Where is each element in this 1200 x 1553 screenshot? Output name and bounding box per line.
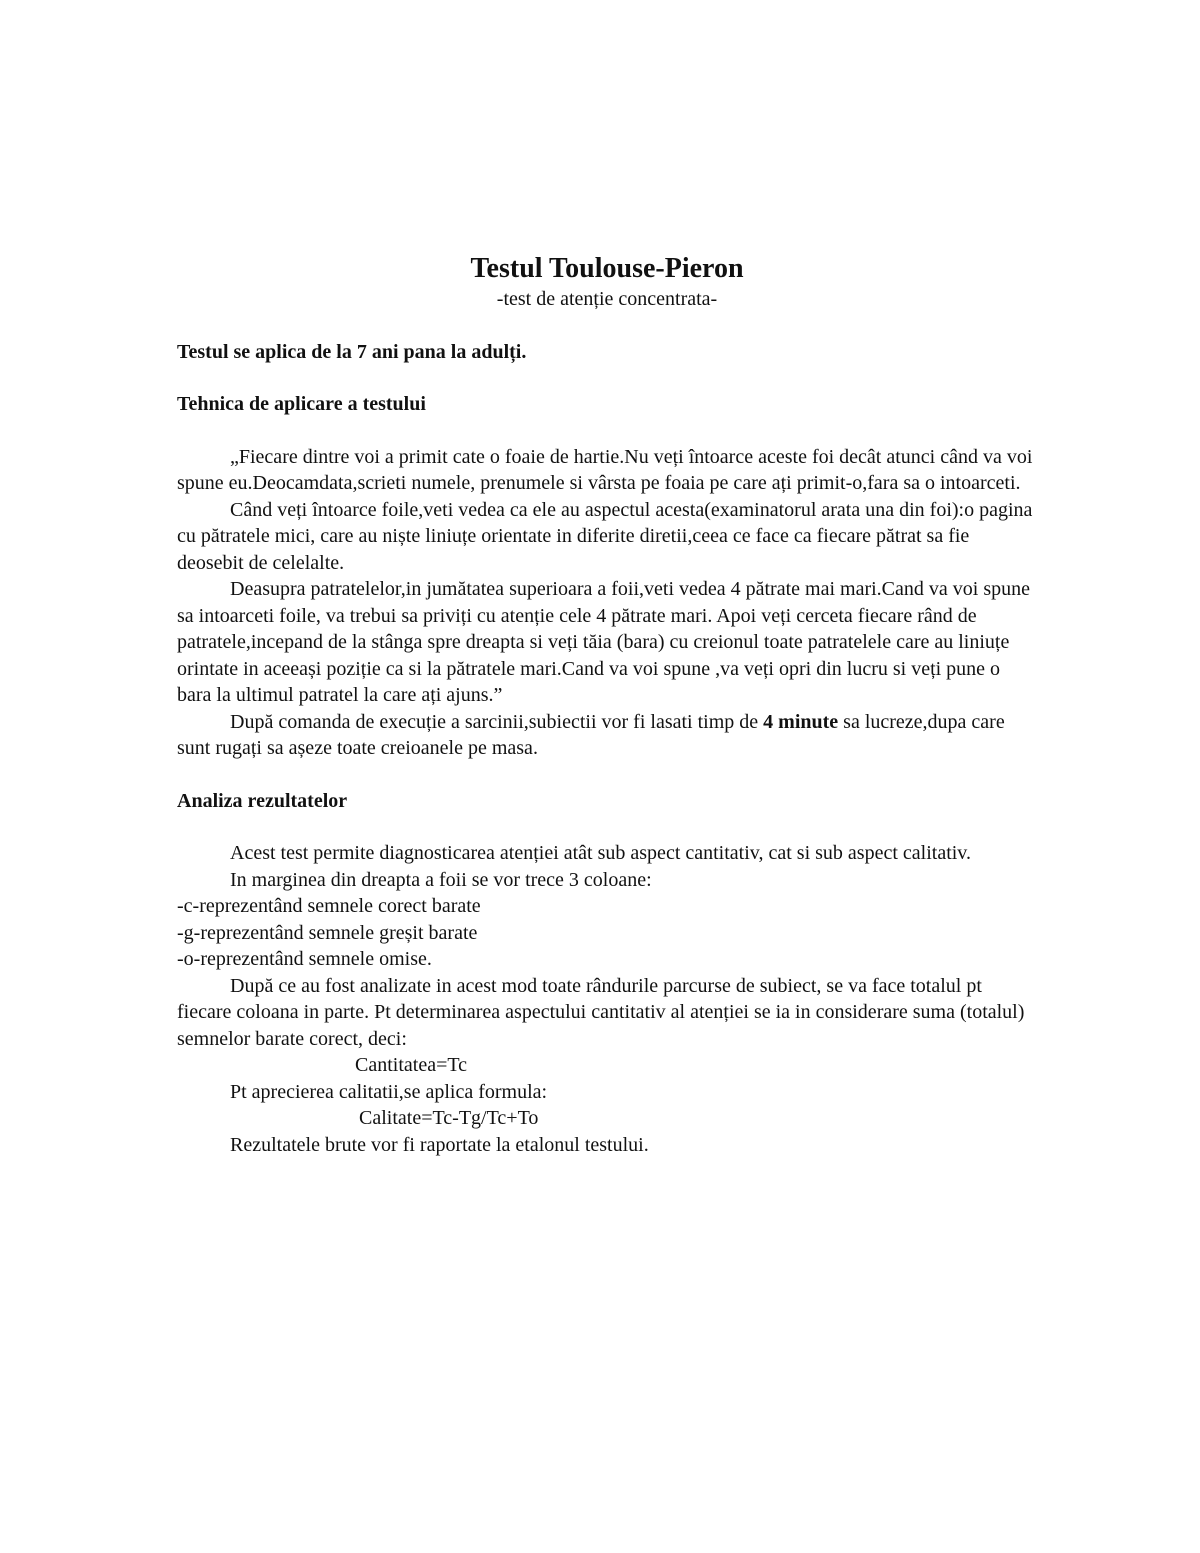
analysis-paragraph-5: Rezultatele brute vor fi raportate la etalonul testului. (230, 1133, 649, 1156)
analysis-paragraph-4: Pt aprecierea calitatii,se aplica formula: (230, 1080, 548, 1103)
analysis-paragraph-2: In marginea din dreapta a foii se vor trece 3 coloane: (230, 868, 652, 891)
list-item: -c-reprezentând semnele corect barate (177, 895, 481, 917)
age-statement: Testul se aplica de la 7 ani pana la adulți. (177, 340, 527, 363)
time-text-before: După comanda de execuție a sarcinii,subiectii vor fi lasati timp de (230, 710, 764, 733)
list-item: -g-reprezentând semnele greșit barate (177, 921, 478, 944)
analysis-paragraph-3: După ce au fost analizate in acest mod toate rândurile parcurse de subiect, se va face totalul pt fiecare coloana in parte. Pt determinarea aspectului cantitativ al atenției se ia in considerare suma (totalul) semnelor barate corect, deci: (177, 974, 1025, 1050)
list-item: -o-reprezentând semnele omise. (177, 948, 432, 970)
document-page (177, 252, 1037, 1158)
section-heading-technique: Tehnica de aplicare a testului (177, 393, 426, 415)
time-limit: 4 minute (763, 710, 839, 733)
time-text-after: sa lucreze,dupa care sunt rugați sa așeze toate creioanele pe masa. (177, 710, 1005, 759)
analysis-paragraph-1: Acest test permite diagnosticarea atenției atât sub aspect cantitativ, cat si sub aspect calitativ. (230, 842, 972, 864)
document-title: Testul Toulouse-Pieron (470, 253, 744, 284)
instructions-paragraph-1: „Fiecare dintre voi a primit cate o foaie de hartie.Nu veți întoarce aceste foi decât atunci când va voi spune eu.Deocamdata,scrieti numele, prenumele si vârsta pe foaia pe care ați primit-o,fara sa o intoarceti. (177, 445, 1033, 494)
quantity-formula: Cantitatea=Tc (355, 1054, 468, 1076)
section-heading-analysis: Analiza rezultatelor (177, 789, 348, 812)
instructions-paragraph-4 (177, 709, 1037, 762)
instructions-paragraph-3: Deasupra patratelelor,in jumătatea superioara a foii,veti vedea 4 pătrate mai mari.Cand va voi spune sa intoarceti foile, va trebui sa priviți cu atenție cele 4 pătrate mari. Apoi veți cerceta fiecare rând de patratele,incepand de la stânga spre dreapta si veți tăia (bara) cu creionul toate patratelele care au liniuțe orintate in aceeași poziție ca si la pătratele mari.Cand va voi spune ,va veți opri din lucru si veți pune o bara la ultimul patratel la care ați ajuns.” (177, 578, 1030, 706)
quality-formula: Calitate=Tc-Tg/Tc+To (359, 1107, 539, 1129)
document-subtitle: -test de atenție concentrata- (496, 288, 718, 310)
instructions-paragraph-2: Când veți întoarce foile,veti vedea ca ele au aspectul acesta(examinatorul arata una din foi):o pagina cu pătratele mici, care au niște liniuțe orientate in diferite diretii,ceea ce face ca fiecare pătrat sa fie deosebit de celelalte. (177, 498, 1033, 574)
